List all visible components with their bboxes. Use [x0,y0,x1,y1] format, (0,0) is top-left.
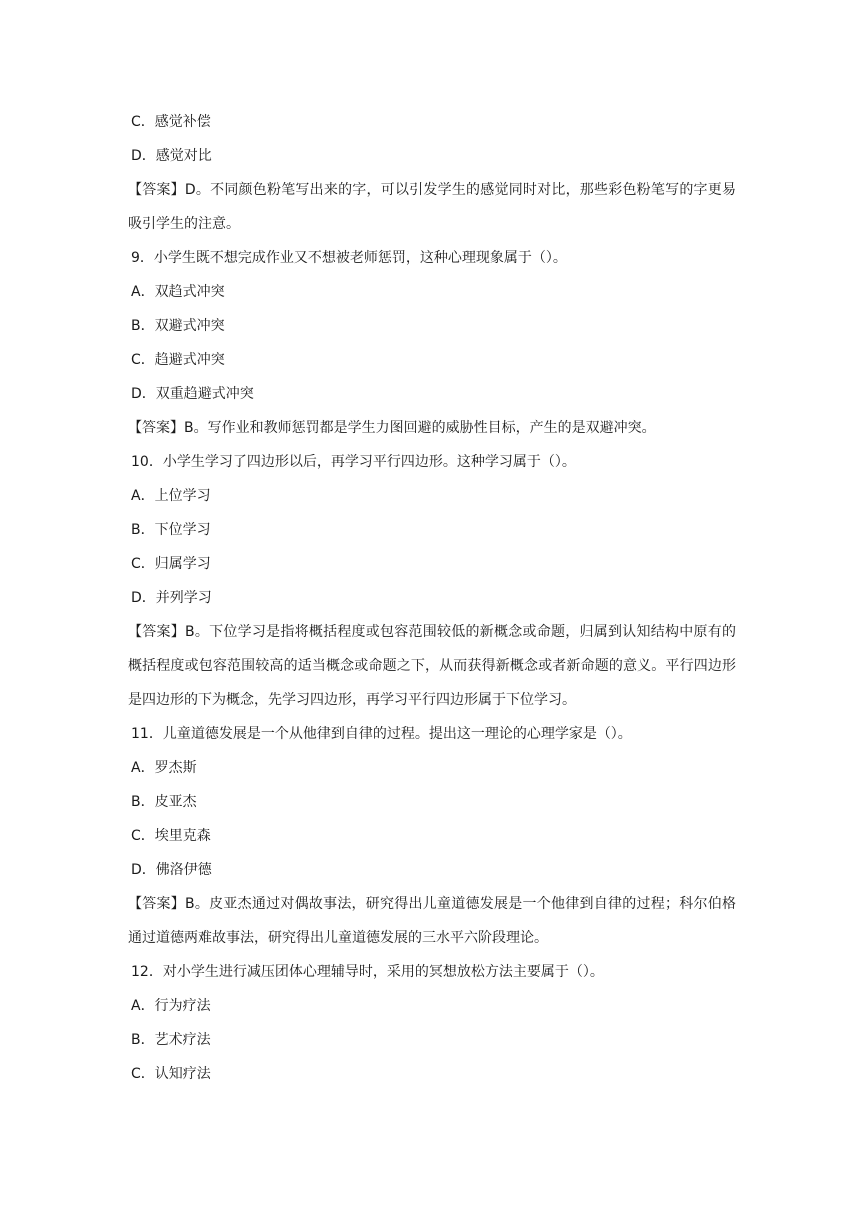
option-12a: A．行为疗法 [131,998,211,1014]
question-10: 10．小学生学习了四边形以后，再学习平行四边形。这种学习属于（）。 [131,454,576,470]
option-8c: C．感觉补偿 [131,114,211,130]
option-9c: C．趋避式冲突 [131,352,225,368]
option-9b: B．双避式冲突 [131,318,225,334]
option-11d: D．佛洛伊德 [131,862,212,878]
answer-9: 【答案】B。写作业和教师惩罚都是学生力图回避的威胁性目标，产生的是双避冲突。 [128,420,656,436]
question-11: 11．儿童道德发展是一个从他律到自律的过程。提出这一理论的心理学家是（）。 [131,726,632,742]
option-9a: A．双趋式冲突 [131,284,225,300]
option-10b: B．下位学习 [131,522,211,538]
option-12b: B．艺术疗法 [131,1032,211,1048]
option-10c: C．归属学习 [131,556,211,572]
option-10d: D．并列学习 [131,590,212,606]
answer-8: 【答案】D。不同颜色粉笔写出来的字，可以引发学生的感觉同时对比，那些彩色粉笔写的字更易吸引学生的注意。 [128,182,736,232]
question-9: 9．小学生既不想完成作业又不想被老师惩罚，这种心理现象属于（）。 [131,250,567,266]
answer-10: 【答案】B。下位学习是指将概括程度或包容范围较低的新概念或命题，归属到认知结构中原有的概括程度或包容范围较高的适当概念或命题之下，从而获得新概念或者新命题的意义。平行四边形是四边形的下为概念，先学习四边形，再学习平行四边形属于下位学习。 [128,624,736,708]
answer-11: 【答案】B。皮亚杰通过对偶故事法，研究得出儿童道德发展是一个他律到自律的过程；科尔伯格通过道德两难故事法，研究得出儿童道德发展的三水平六阶段理论。 [128,896,736,946]
option-11a: A．罗杰斯 [131,760,197,776]
question-12: 12．对小学生进行减压团体心理辅导时，采用的冥想放松方法主要属于（）。 [131,964,604,980]
document-body [128,111,736,1097]
option-11b: B．皮亚杰 [131,794,197,810]
option-8d: D．感觉对比 [131,148,212,164]
option-10a: A．上位学习 [131,488,211,504]
option-9d: D．双重趋避式冲突 [131,386,254,402]
option-12c: C．认知疗法 [131,1066,211,1082]
option-11c: C．埃里克森 [131,828,211,844]
